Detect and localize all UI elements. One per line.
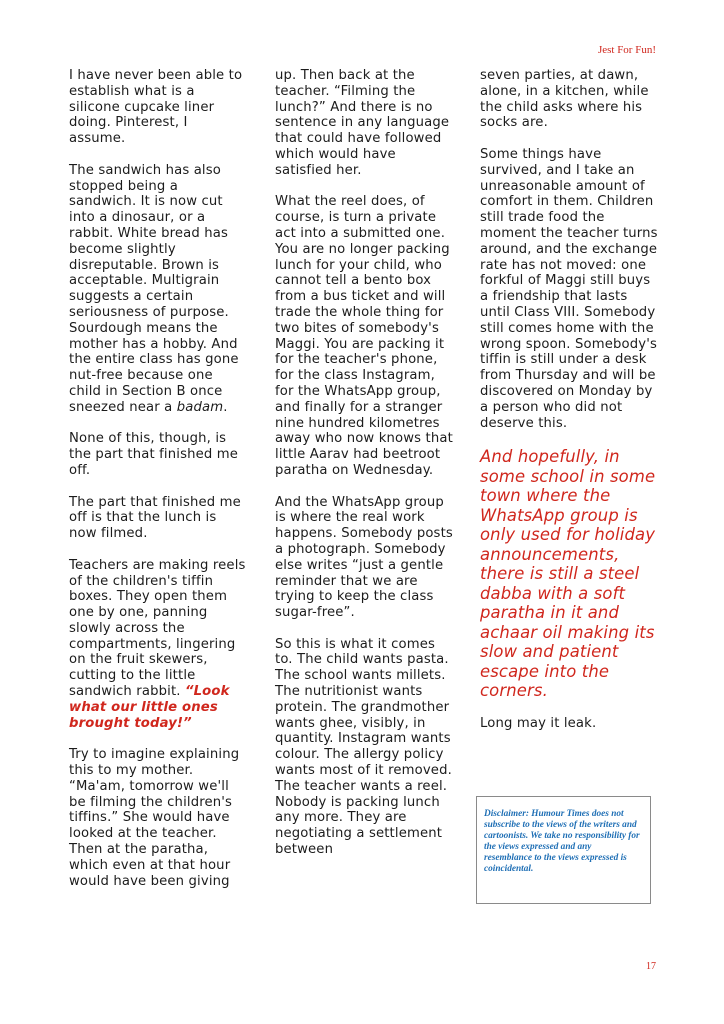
paragraph: The sandwich has also stopped being a sandwich. It is now cut into a dinosaur, or a rabbit. White bread has become slightly disreputable. Brown is acceptable. Multigrain suggests a certain seriousness of purpose. Sourdough means the mother has a hobby. And the entire class has gone nut-free because one child in Section B once sneezed near a badam. — [69, 162, 239, 415]
paragraph: Teachers are making reels of the children's tiffin boxes. They open them one by one, panning slowly across the compartments, lingering on the fruit skewers, cutting to the little sandwich rabbit. “Look what our little ones brought today!” — [69, 557, 246, 731]
paragraph: up. Then back at the teacher. “Filming the lunch?” And there is no sentence in any language that could have followed which would have satisfied her. — [275, 68, 450, 178]
paragraph: None of this, though, is the part that finished me off. — [69, 431, 238, 478]
italic-word: badam — [176, 399, 224, 415]
closing-line: Long may it leak. — [480, 716, 597, 732]
article-column-1 — [69, 68, 247, 905]
page-number: 17 — [646, 961, 656, 972]
paragraph: seven parties, at dawn, alone, in a kitchen, while the child asks where his socks are. — [480, 68, 649, 131]
paragraph: And the WhatsApp group is where the real work happens. Somebody posts a photograph. Somebody else writes “just a gentle reminder that we are trying to keep the class sugar-free”. — [275, 494, 453, 621]
disclaimer-box: Disclaimer: Humour Times does not subscribe to the views of the writers and cartoonists. We take no responsibility for the views expressed and any resemblance to the views expressed is coincidental. — [476, 796, 651, 904]
paragraph: Try to imagine explaining this to my mother. “Ma'am, tomorrow we'll be filming the children's tiffins.” She would have looked at the teacher. Then at the paratha, which even at that hour would have been giving — [69, 747, 240, 889]
highlighted-quote: “Look what our little ones brought today!” — [69, 684, 230, 731]
pull-quote: And hopefully, in some school in some town where the WhatsApp group is only used for holiday announcements, there is still a steel dabba with a soft paratha in it and achaar oil making its slow and patient escape into the corners. — [480, 447, 656, 701]
paragraph: What the reel does, of course, is turn a private act into a submitted one. You are no longer packing lunch for your child, who cannot tell a bento box from a bus ticket and will trade the whole thing for two bites of somebody's Maggi. You are packing it for the teacher's phone, for the class Instagram, for the WhatsApp group, and finally for a stranger nine hundred kilometres away who now knows that little Aarav had beetroot paratha on Wednesday. — [275, 194, 453, 478]
paragraph: Some things have survived, and I take an unreasonable amount of comfort in them. Children still trade food the moment the teacher turns around, and the exchange rate has not moved: one forkful of Maggi still buys a friendship that lasts until Class VIII. Somebody still comes home with the wrong spoon. Somebody's tiffin is still under a desk from Thursday and will be discovered on Monday by a person who did not deserve this. — [480, 146, 658, 431]
article-column-2 — [275, 68, 453, 874]
article-column-3 — [480, 68, 658, 748]
paragraph: The part that finished me off is that the lunch is now filmed. — [69, 494, 241, 542]
paragraph: I have never been able to establish what is a silicone cupcake liner doing. Pinterest, I assume. — [69, 68, 243, 147]
paragraph: So this is what it comes to. The child wants pasta. The school wants millets. The nutritionist wants protein. The grandmother wants ghee, visibly, in quantity. Instagram wants colour. The allergy policy wants most of it removed. The teacher wants a reel. Nobody is packing lunch any more. They are negotiating a settlement between — [275, 636, 452, 858]
section-tag: Jest For Fun! — [597, 44, 656, 56]
